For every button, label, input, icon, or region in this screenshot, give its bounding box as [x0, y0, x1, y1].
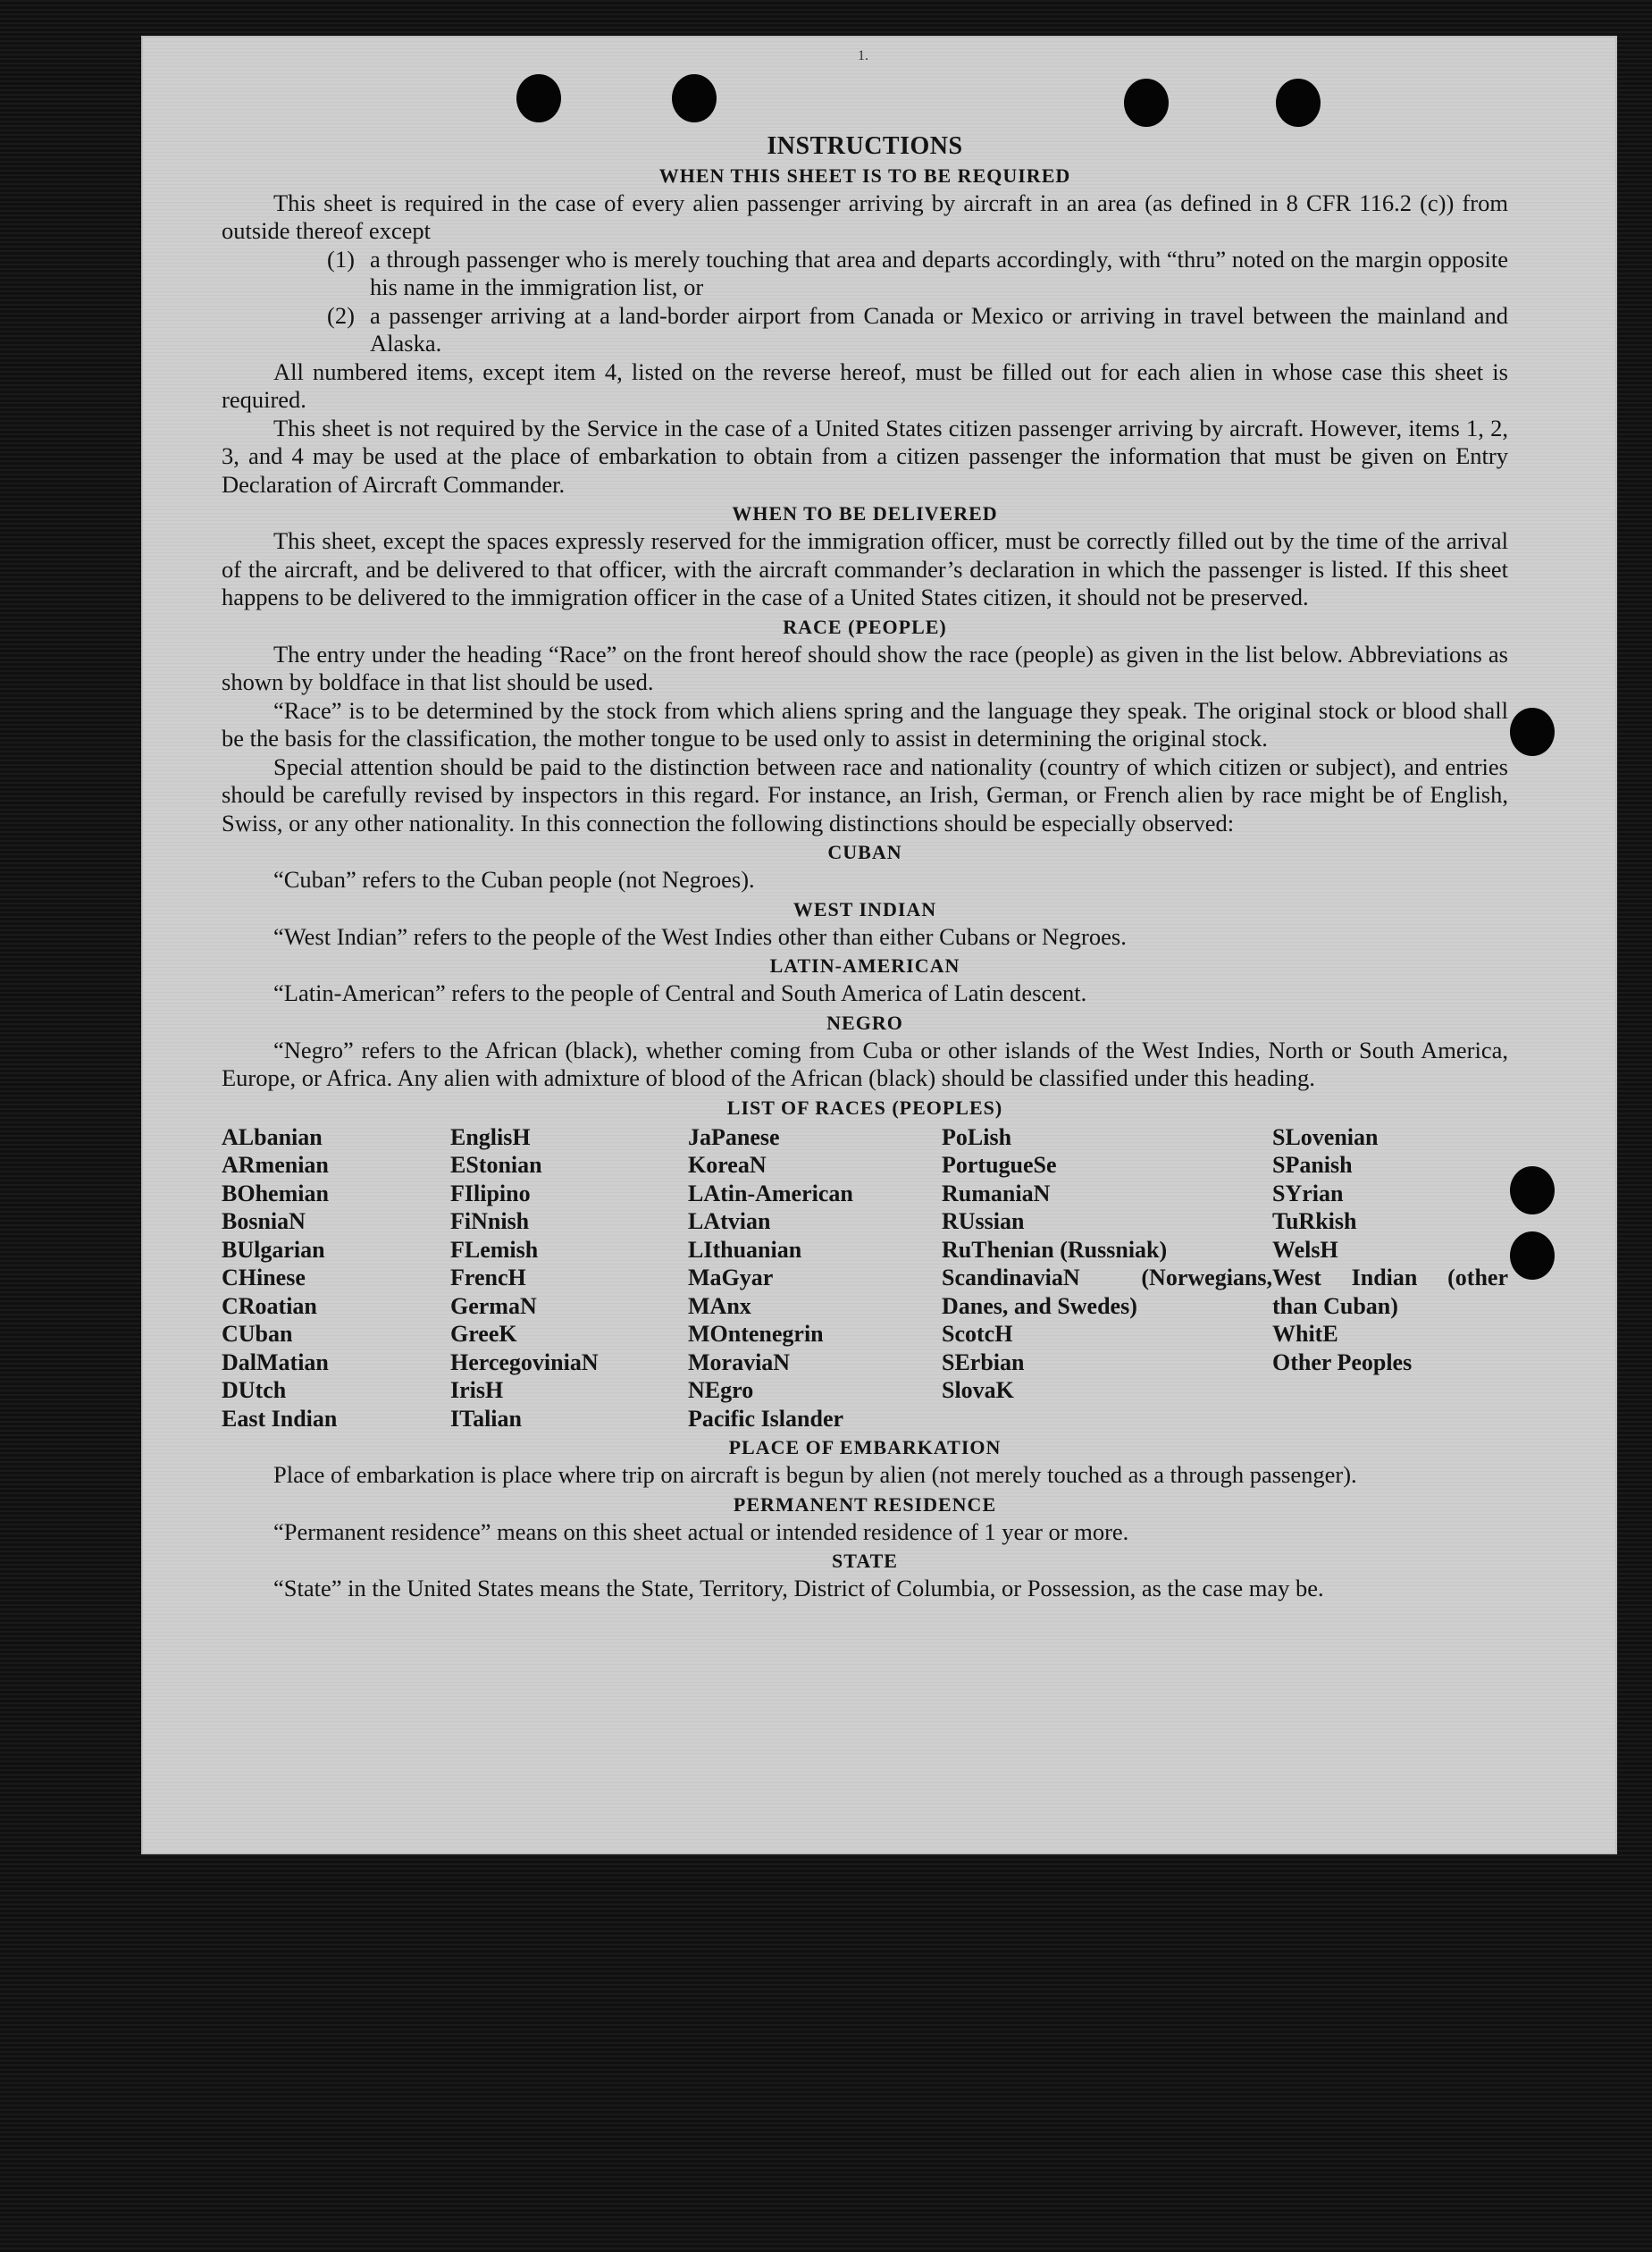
paragraph: Place of embarkation is place where trip on aircraft is begun by alien (not merely touched as a through passenger).	[273, 1461, 1357, 1488]
race-entry: KoreaN	[688, 1152, 767, 1178]
race-entry: DUtch	[222, 1377, 287, 1403]
punch-hole	[672, 74, 717, 122]
race-entry: GreeK	[450, 1321, 517, 1347]
race-entry: BosniaN	[222, 1208, 306, 1234]
heading-west-indian: WEST INDIAN	[792, 897, 937, 920]
punch-hole	[1276, 79, 1321, 127]
exception-item	[222, 246, 1508, 302]
races-column	[222, 1123, 450, 1433]
race-entry: ITalian	[450, 1405, 522, 1432]
race-entry: ALbanian	[222, 1123, 323, 1150]
heading-list-of-races: LIST OF RACES (PEOPLES)	[726, 1096, 1003, 1119]
race-entry: JaPanese	[688, 1123, 780, 1150]
race-entry: MAnx	[688, 1292, 751, 1319]
race-entry: East Indian	[222, 1405, 338, 1432]
race-entry: DalMatian	[222, 1349, 329, 1375]
races-list	[222, 1123, 1508, 1433]
race-entry: ARmenian	[222, 1152, 329, 1178]
race-entry: WhitE	[1272, 1321, 1338, 1347]
race-entry: SYrian	[1272, 1180, 1344, 1206]
races-column	[450, 1123, 688, 1433]
heading-permanent-residence: PERMANENT RESIDENCE	[733, 1492, 997, 1516]
race-entry: FrencH	[450, 1265, 526, 1290]
item-text: a through passenger who is merely touching that area and departs accordingly, with “thru” noted on the margin opposite his name in the immigration list, or	[370, 245, 1508, 300]
race-entry: GermaN	[450, 1292, 537, 1319]
race-entry: EnglisH	[450, 1123, 531, 1150]
races-column	[942, 1123, 1272, 1433]
race-entry: Other Peoples	[1272, 1349, 1413, 1375]
paragraph: This sheet is required in the case of every alien passenger arriving by aircraft in an area (as defined in 8 CFR 116.2 (c)) from outside thereof except	[222, 189, 1508, 244]
item-number: (2)	[327, 301, 355, 329]
race-entry: PortugueSe	[942, 1152, 1057, 1178]
heading-latin-american: LATIN-AMERICAN	[769, 954, 960, 977]
item-number: (1)	[327, 245, 355, 273]
race-entry: RumaniaN	[942, 1180, 1051, 1206]
paragraph: “Race” is to be determined by the stock from which aliens spring and the language they speak. The original stock or blood shall be the basis for the classification, the mother tongue to be used only to assist in determining the original stock.	[222, 696, 1508, 752]
paragraph: “Negro” refers to the African (black), whether coming from Cuba or other islands of the West Indies, North or South America, Europe, or Africa. Any alien with admixture of blood of the African (black) should be classified under this heading.	[222, 1036, 1508, 1091]
race-entry: SPanish	[1272, 1152, 1353, 1178]
paragraph: “Cuban” refers to the Cuban people (not Negroes).	[273, 866, 755, 893]
page-mark: 1.	[858, 48, 868, 63]
race-entry: LIthuanian	[688, 1236, 802, 1263]
paragraph: This sheet, except the spaces expressly reserved for the immigration officer, must be correctly filled out by the time of the arrival of the aircraft, and be delivered to that officer, with the aircraft commander’s declaration in which the passenger is listed. If this sheet happens to be delivered to the immigration officer in the case of a United States citizen, it should not be preserved.	[222, 527, 1508, 610]
race-entry: RuThenian (Russniak)	[942, 1236, 1168, 1263]
punch-hole	[1510, 1166, 1555, 1214]
heading-when-required: WHEN THIS SHEET IS TO BE REQUIRED	[658, 164, 1071, 187]
race-entry: SLovenian	[1272, 1123, 1379, 1150]
race-entry: IrisH	[450, 1377, 504, 1403]
heading-state: STATE	[832, 1550, 898, 1572]
heading-cuban: CUBAN	[827, 841, 902, 863]
paragraph: The entry under the heading “Race” on the front hereof should show the race (people) as given in the list below. Abbreviations as shown by boldface in that list should be used.	[222, 640, 1508, 695]
instructions-content	[222, 125, 1508, 1603]
exception-item	[222, 302, 1508, 358]
heading-place-of-embarkation: PLACE OF EMBARKATION	[728, 1436, 1002, 1458]
punch-hole	[516, 74, 561, 122]
race-entry: MaGyar	[688, 1265, 774, 1290]
punch-hole	[1124, 79, 1169, 127]
race-entry: FLemish	[450, 1236, 539, 1263]
punch-hole	[1510, 1231, 1555, 1280]
paragraph: “Latin-American” refers to the people of Central and South America of Latin descent.	[273, 979, 1087, 1006]
punch-hole	[1510, 708, 1555, 756]
race-entry: PoLish	[942, 1123, 1012, 1150]
race-entry: MOntenegrin	[688, 1321, 824, 1347]
races-column	[688, 1123, 942, 1433]
race-entry: MoraviaN	[688, 1349, 791, 1375]
race-entry: BOhemian	[222, 1180, 329, 1206]
race-entry: HercegoviniaN	[450, 1349, 599, 1375]
race-entry: FIlipino	[450, 1180, 531, 1206]
paragraph: This sheet is not required by the Service in the case of a United States citizen passenger arriving by aircraft. However, items 1, 2, 3, and 4 may be used at the place of embarkation to obtain from a citizen passenger the information that must be given on Entry Declaration of Aircraft Commander.	[222, 414, 1508, 498]
paragraph: Special attention should be paid to the distinction between race and nationality (country of which citizen or subject), and entries should be carefully revised by inspectors in this regard. For instance, an Irish, German, or French alien by race might be of English, Swiss, or any other nationality. In this connection the following distinctions should be especially observed:	[222, 752, 1508, 836]
paragraph: “Permanent residence” means on this sheet actual or intended residence of 1 year or more.	[273, 1517, 1129, 1545]
race-entry: SlovaK	[942, 1377, 1014, 1403]
race-entry: NEgro	[688, 1377, 754, 1403]
race-entry: WelsH	[1272, 1236, 1338, 1263]
race-entry: BUlgarian	[222, 1236, 325, 1263]
races-column	[1272, 1123, 1508, 1433]
race-entry: TuRkish	[1272, 1208, 1357, 1234]
heading-negro: NEGRO	[826, 1011, 903, 1034]
race-entry: CHinese	[222, 1265, 306, 1290]
race-entry: West Indian (other than Cuban)	[1272, 1265, 1508, 1319]
race-entry: EStonian	[450, 1152, 542, 1178]
race-entry: RUssian	[942, 1208, 1025, 1234]
paragraph: “State” in the United States means the State, Territory, District of Columbia, or Possession, as the case may be.	[273, 1575, 1324, 1601]
race-entry: Pacific Islander	[688, 1405, 844, 1432]
item-text: a passenger arriving at a land-border airport from Canada or Mexico or arriving in travel between the mainland and Alaska.	[370, 301, 1508, 357]
paragraph: “West Indian” refers to the people of the West Indies other than either Cubans or Negroes.	[273, 922, 1127, 950]
race-entry: ScotcH	[942, 1321, 1013, 1347]
race-entry: SErbian	[942, 1349, 1025, 1375]
paragraph: All numbered items, except item 4, listed on the reverse hereof, must be filled out for each alien in whose case this sheet is required.	[222, 357, 1508, 413]
race-entry: LAtvian	[688, 1208, 771, 1234]
race-entry: CUban	[222, 1321, 293, 1347]
race-entry: CRoatian	[222, 1292, 317, 1319]
race-entry: FiNnish	[450, 1208, 530, 1234]
race-entry: ScandinaviaN (Norwegians, Danes, and Swedes)	[942, 1265, 1272, 1319]
page-title: INSTRUCTIONS	[767, 132, 963, 160]
race-entry: LAtin-American	[688, 1180, 853, 1206]
heading-when-delivered: WHEN TO BE DELIVERED	[732, 502, 998, 525]
heading-race: RACE (PEOPLE)	[783, 615, 947, 638]
